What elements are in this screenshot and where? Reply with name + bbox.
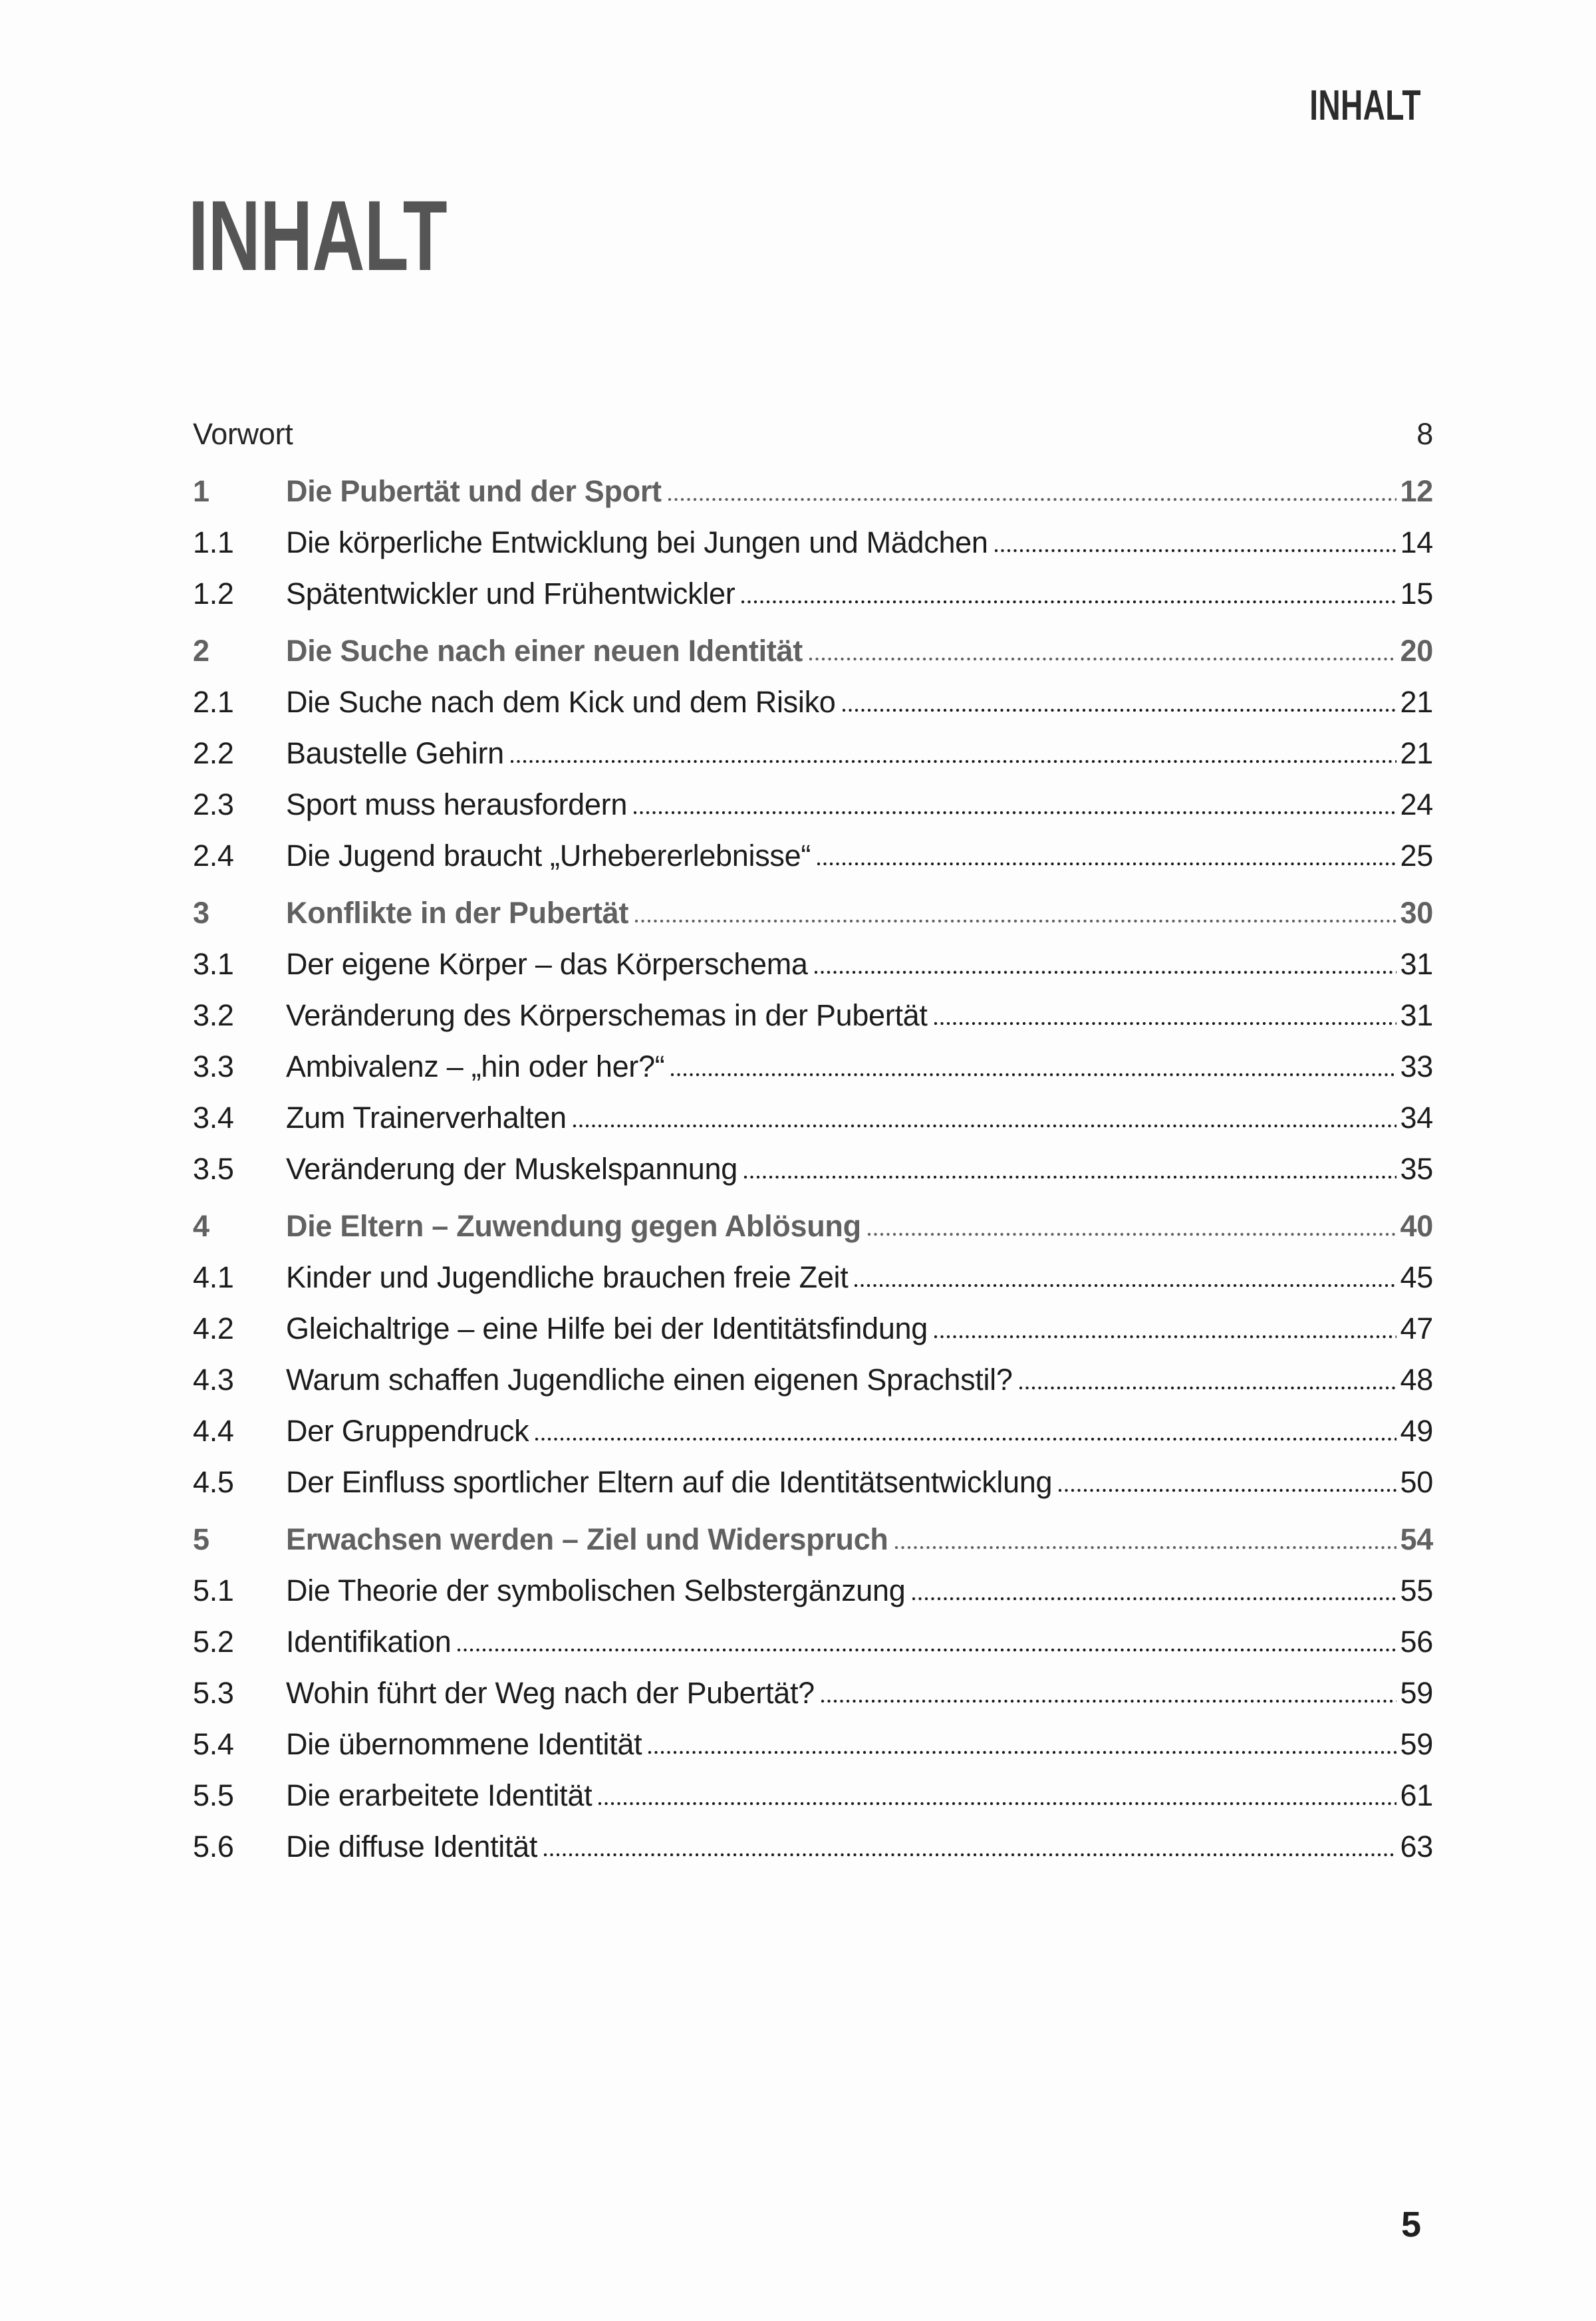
dot-leader [535, 1437, 1396, 1441]
toc-entry-title: Wohin führt der Weg nach der Pubertät? [286, 1676, 815, 1710]
toc-entry-page: 59 [1400, 1727, 1433, 1761]
toc-entry-title: Ambivalenz – „hin oder her?“ [286, 1049, 665, 1083]
toc-entry-title: Die Theorie der symbolischen Selbstergänzung [286, 1573, 906, 1607]
toc-entry-title: Gleichaltrige – eine Hilfe bei der Identitätsfindung [286, 1311, 928, 1345]
toc-row [193, 527, 1433, 557]
toc-row [193, 1365, 1433, 1395]
toc-entry-page: 47 [1400, 1311, 1433, 1345]
toc-row [193, 419, 1433, 449]
toc-entry-page: 33 [1400, 1049, 1433, 1083]
toc-entry-title: Konflikte in der Pubertät [286, 896, 629, 930]
toc-entry-number: 2.1 [193, 685, 234, 719]
toc-row [193, 841, 1433, 871]
toc-row [193, 1780, 1433, 1810]
toc-row [193, 1524, 1433, 1554]
toc-entry-number: 4.5 [193, 1465, 234, 1499]
toc-row [193, 636, 1433, 666]
toc-entry-title: Die körperliche Entwicklung bei Jungen und Mädchen [286, 525, 988, 559]
toc-entry-title: Vorwort [193, 417, 293, 451]
toc-entry-page: 31 [1400, 998, 1433, 1032]
toc-entry-title: Die erarbeitete Identität [286, 1778, 593, 1812]
toc-entry-page: 24 [1400, 787, 1433, 821]
toc-entry-number: 1.2 [193, 577, 234, 611]
toc-entry-page: 40 [1400, 1209, 1433, 1243]
toc-list [193, 419, 1433, 1883]
toc-entry-page: 20 [1400, 634, 1433, 668]
toc-entry-number: 5.5 [193, 1778, 234, 1812]
dot-leader [1019, 1386, 1396, 1390]
dot-leader [868, 1232, 1396, 1236]
toc-entry-number: 3.3 [193, 1049, 234, 1083]
toc-row [193, 476, 1433, 506]
toc-entry-title: Veränderung des Körperschemas in der Pubertät [286, 998, 928, 1032]
toc-entry-page: 45 [1400, 1260, 1433, 1294]
toc-entry-page: 15 [1400, 577, 1433, 611]
toc-entry-number: 1.1 [193, 525, 234, 559]
dot-leader [648, 1750, 1396, 1754]
toc-row [193, 1729, 1433, 1759]
toc-entry-number: 1 [193, 474, 209, 508]
toc-entry-title: Kinder und Jugendliche brauchen freie Zeit [286, 1260, 849, 1294]
toc-entry-title: Die Eltern – Zuwendung gegen Ablösung [286, 1209, 861, 1243]
toc-row [193, 1313, 1433, 1343]
toc-entry-number: 5 [193, 1522, 209, 1556]
toc-entry-number: 4 [193, 1209, 209, 1243]
toc-entry-title: Die übernommene Identität [286, 1727, 642, 1761]
page-title: INHALT [188, 180, 447, 291]
toc-entry-number: 5.4 [193, 1727, 234, 1761]
dot-leader [634, 811, 1396, 815]
toc-entry-title: Warum schaffen Jugendliche einen eigenen Sprachstil? [286, 1363, 1013, 1397]
dot-leader [817, 862, 1396, 866]
dot-leader [934, 1022, 1396, 1025]
dot-leader [895, 1546, 1396, 1550]
dot-leader [912, 1597, 1396, 1601]
toc-row [193, 1575, 1433, 1605]
toc-row [193, 1262, 1433, 1292]
toc-entry-page: 21 [1400, 736, 1433, 770]
toc-entry-number: 5.2 [193, 1625, 234, 1659]
dot-leader [995, 549, 1396, 553]
toc-row [193, 1103, 1433, 1133]
toc-entry-title: Die Jugend braucht „Urhebererlebnisse“ [286, 839, 811, 873]
toc-entry-title: Erwachsen werden – Ziel und Widerspruch [286, 1522, 888, 1556]
dot-leader [544, 1853, 1396, 1857]
toc-entry-page: 21 [1400, 685, 1433, 719]
toc-entry-number: 2.2 [193, 736, 234, 770]
dot-leader [855, 1284, 1396, 1288]
toc-entry-title: Sport muss herausfordern [286, 787, 628, 821]
toc-entry-page: 35 [1400, 1152, 1433, 1186]
toc-row [193, 1154, 1433, 1184]
toc-entry-number: 2.3 [193, 787, 234, 821]
toc-row [193, 1467, 1433, 1497]
dot-leader [744, 1175, 1396, 1179]
toc-entry-number: 4.3 [193, 1363, 234, 1397]
toc-row [193, 687, 1433, 717]
toc-row [193, 1678, 1433, 1708]
dot-leader [635, 919, 1396, 923]
toc-entry-number: 5.6 [193, 1830, 234, 1863]
toc-entry-page: 50 [1400, 1465, 1433, 1499]
toc-entry-page: 14 [1400, 525, 1433, 559]
toc-row [193, 1000, 1433, 1030]
toc-row [193, 1051, 1433, 1081]
dot-leader [671, 1073, 1396, 1077]
toc-entry-title: Veränderung der Muskelspannung [286, 1152, 737, 1186]
toc-entry-title: Identifikation [286, 1625, 452, 1659]
dot-leader [741, 600, 1396, 604]
toc-entry-number: 3 [193, 896, 209, 930]
toc-entry-page: 31 [1400, 947, 1433, 981]
toc-entry-page: 12 [1400, 474, 1433, 508]
toc-entry-title: Baustelle Gehirn [286, 736, 504, 770]
dot-leader [573, 1124, 1396, 1128]
dot-leader [843, 708, 1396, 712]
toc-row [193, 949, 1433, 979]
toc-entry-title: Der Einfluss sportlicher Eltern auf die Identitätsentwicklung [286, 1465, 1053, 1499]
toc-row [193, 789, 1433, 819]
toc-entry-number: 3.1 [193, 947, 234, 981]
dot-leader [511, 759, 1396, 763]
toc-entry-number: 3.4 [193, 1101, 234, 1135]
dot-leader [815, 970, 1396, 974]
toc-entry-page: 59 [1400, 1676, 1433, 1710]
toc-entry-number: 4.1 [193, 1260, 234, 1294]
toc-entry-page: 48 [1400, 1363, 1433, 1397]
toc-row [193, 1832, 1433, 1861]
dot-leader [821, 1699, 1396, 1703]
toc-row [193, 738, 1433, 768]
toc-entry-number: 4.2 [193, 1311, 234, 1345]
dot-leader [598, 1802, 1396, 1806]
toc-row [193, 1416, 1433, 1446]
page-number: 5 [1400, 2205, 1421, 2245]
dot-leader [809, 657, 1396, 661]
dot-leader [934, 1335, 1396, 1339]
toc-entry-page: 49 [1400, 1414, 1433, 1448]
toc-entry-title: Die Suche nach dem Kick und dem Risiko [286, 685, 836, 719]
toc-entry-number: 4.4 [193, 1414, 234, 1448]
toc-entry-page: 63 [1400, 1830, 1433, 1863]
toc-entry-number: 3.5 [193, 1152, 234, 1186]
toc-entry-page: 54 [1400, 1522, 1433, 1556]
toc-entry-title: Der eigene Körper – das Körperschema [286, 947, 808, 981]
toc-entry-page: 55 [1400, 1573, 1433, 1607]
running-header: INHALT [1309, 81, 1421, 129]
toc-entry-page: 56 [1400, 1625, 1433, 1659]
dot-leader [458, 1648, 1396, 1652]
toc-entry-title: Spätentwickler und Frühentwickler [286, 577, 735, 611]
toc-entry-page: 25 [1400, 839, 1433, 873]
toc-entry-number: 2.4 [193, 839, 234, 873]
toc-entry-number: 5.1 [193, 1573, 234, 1607]
toc-entry-title: Der Gruppendruck [286, 1414, 529, 1448]
toc-entry-page: 34 [1400, 1101, 1433, 1135]
toc-entry-title: Die Suche nach einer neuen Identität [286, 634, 803, 668]
toc-entry-title: Die diffuse Identität [286, 1830, 538, 1863]
toc-entry-title: Die Pubertät und der Sport [286, 474, 662, 508]
toc-row [193, 1211, 1433, 1241]
toc-entry-page: 30 [1400, 896, 1433, 930]
toc-entry-number: 5.3 [193, 1676, 234, 1710]
toc-entry-number: 3.2 [193, 998, 234, 1032]
toc-entry-page: 8 [1416, 417, 1433, 451]
toc-row [193, 579, 1433, 609]
toc-entry-title: Zum Trainerverhalten [286, 1101, 567, 1135]
dot-leader [668, 497, 1396, 501]
toc-row [193, 1627, 1433, 1657]
toc-entry-page: 61 [1400, 1778, 1433, 1812]
toc-entry-number: 2 [193, 634, 209, 668]
dot-leader [1059, 1488, 1396, 1492]
toc-row [193, 898, 1433, 928]
